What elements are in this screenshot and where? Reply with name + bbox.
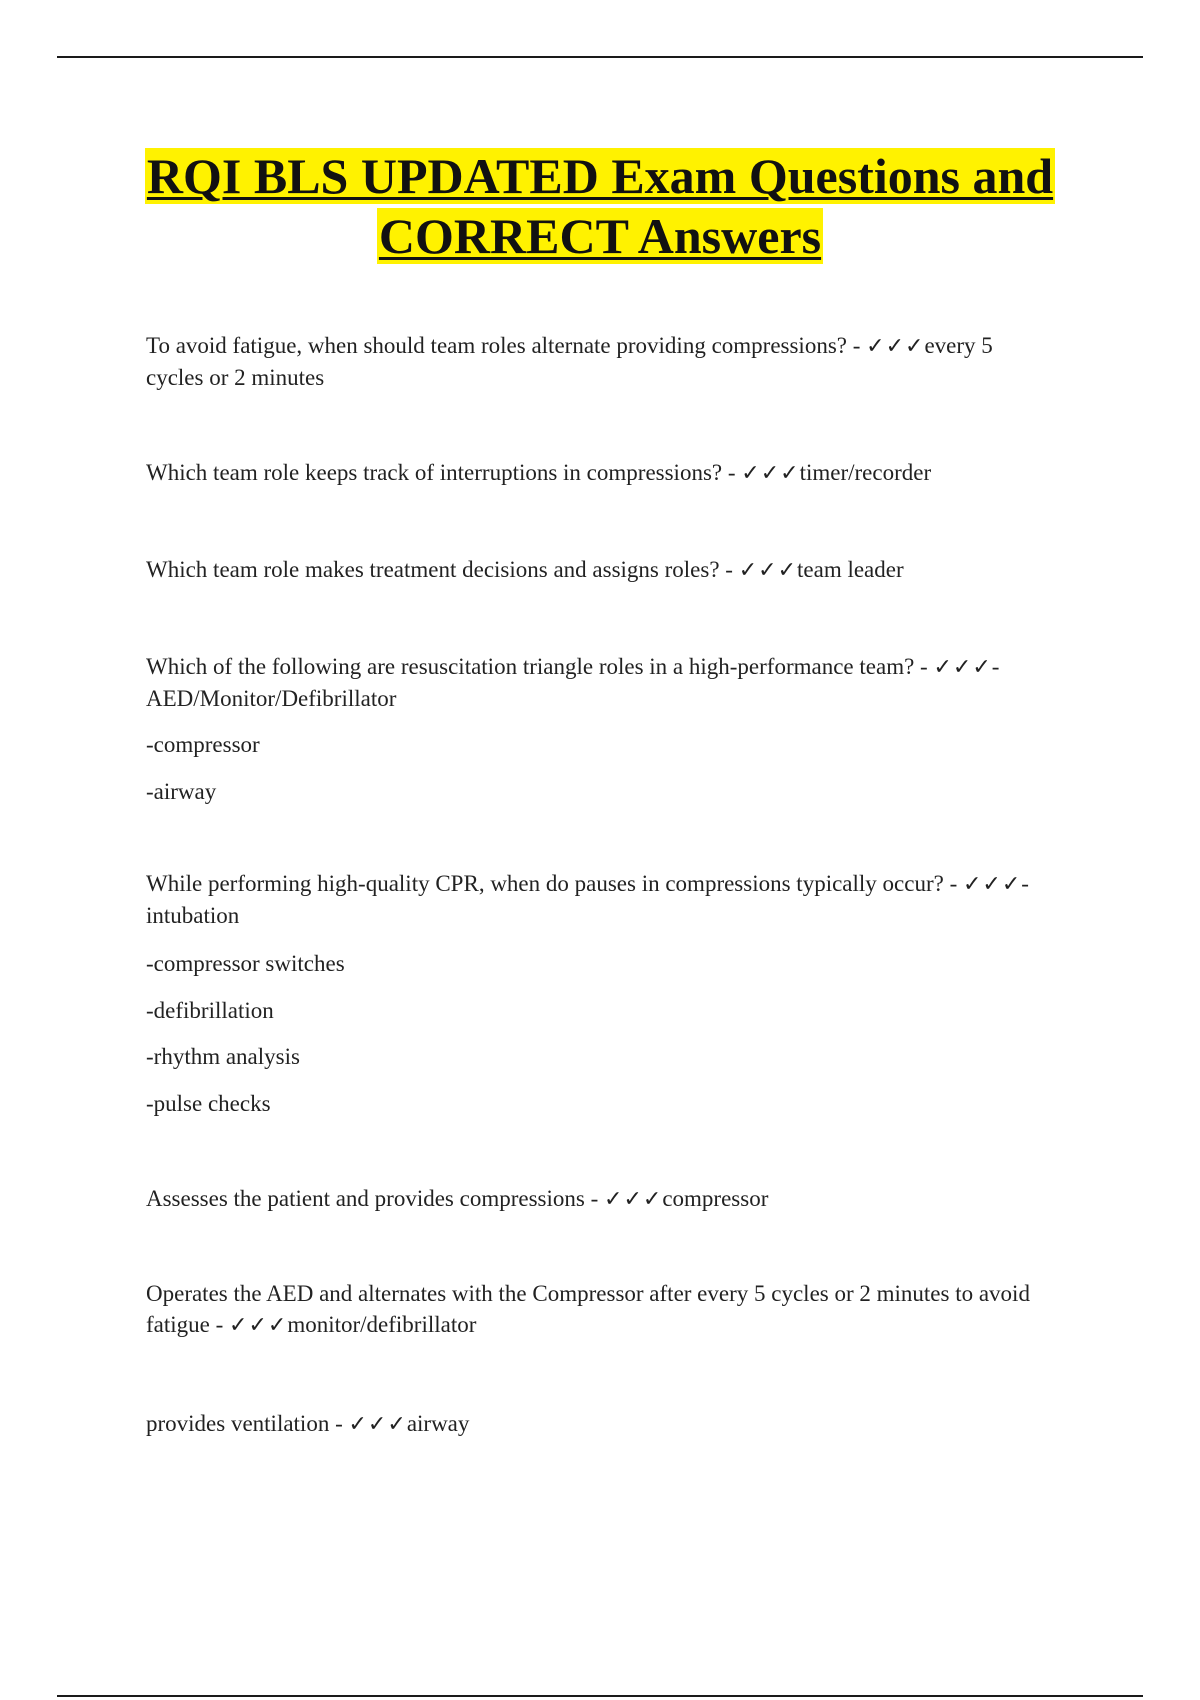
check-mark-icon: ✓✓✓ [866,334,925,359]
answer-text: -AED/Monitor/Defibrillator [146,654,1000,711]
answer-text: airway [406,1411,470,1436]
check-mark-icon: ✓✓✓ [962,872,1022,897]
answer-text: timer/recorder [799,460,932,485]
question-text: To avoid fatigue, when should team roles alternate providing compressions? - [146,333,867,358]
answer-option: -airway [146,779,217,804]
document-title [0,146,1200,266]
answer-option: -compressor switches [146,951,345,976]
check-mark-icon: ✓✓✓ [933,655,992,680]
answer-text: compressor [662,1186,769,1211]
qa-item-5 [146,868,1051,931]
qa-item-1 [146,330,1051,393]
answer-text: -intubation [146,871,1029,928]
qa-item-7 [146,1278,1051,1341]
check-mark-icon: ✓✓✓ [229,1313,288,1338]
qa-item-2 [146,457,1051,489]
answer-text: every 5 cycles or 2 minutes [146,333,993,390]
question-text: While performing high-quality CPR, when do pauses in compressions typically occur? - [146,871,963,896]
qa-item-6 [146,1183,1051,1215]
check-mark-icon: ✓✓✓ [741,461,800,486]
question-text: Which team role keeps track of interruptions in compressions? - [146,460,742,485]
qa-item-8 [146,1408,1051,1440]
title-line-2: CORRECT Answers [378,208,822,264]
question-text: provides ventilation - [146,1411,349,1436]
answer-option: -compressor [146,732,260,757]
answer-option: -defibrillation [146,998,274,1023]
question-text: Which of the following are resuscitation triangle roles in a high-performance team? - [146,654,934,679]
answer-text: team leader [797,557,904,582]
title-line-1: RQI BLS UPDATED Exam Questions and [146,148,1054,204]
answer-option: -pulse checks [146,1091,271,1116]
check-mark-icon: ✓✓✓ [348,1412,407,1437]
bottom-rule [57,1695,1143,1697]
check-mark-icon: ✓✓✓ [738,558,798,583]
question-text: Assesses the patient and provides compressions - [146,1186,605,1211]
check-mark-icon: ✓✓✓ [604,1187,663,1212]
top-rule [57,56,1143,58]
answer-option: -rhythm analysis [146,1044,300,1069]
answer-text: monitor/defibrillator [287,1312,477,1337]
qa-item-3 [146,554,1051,586]
question-text: Which team role makes treatment decisions and assigns roles? - [146,557,739,582]
question-text: Operates the AED and alternates with the Compressor after every 5 cycles or 2 minutes to avoid fatigue - [146,1281,1030,1337]
qa-item-4 [146,651,1051,714]
